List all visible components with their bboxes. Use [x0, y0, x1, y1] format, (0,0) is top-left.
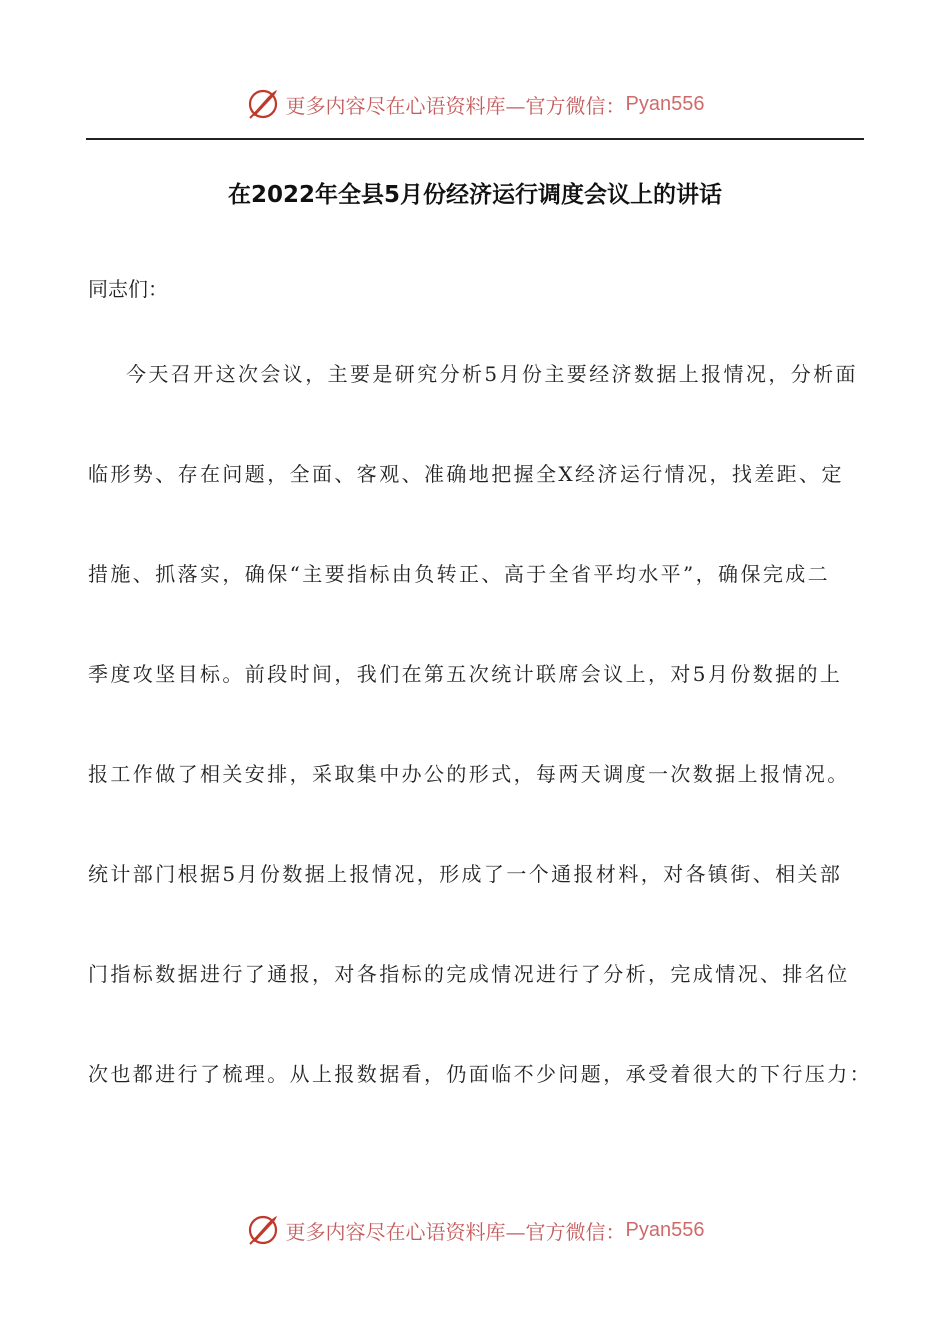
body-line: 统计部门根据5月份数据上报情况，形成了一个通报材料，对各镇街、相关部 — [88, 862, 843, 886]
document-body — [88, 358, 872, 1158]
body-line: 次也都进行了梳理。从上报数据看，仍面临不少问题，承受着很大的下行压力： — [88, 1062, 872, 1086]
header-banner — [0, 84, 950, 124]
salutation: 同志们： — [88, 277, 168, 301]
footer-banner — [0, 1210, 950, 1250]
body-line: 临形势、存在问题，全面、客观、准确地把握全X经济运行情况，找差距、定 — [88, 462, 844, 486]
banner-text: 更多内容尽在心语资料库—官方微信： — [285, 1219, 626, 1244]
quill-logo-icon — [246, 87, 280, 121]
banner-text: 更多内容尽在心语资料库—官方微信： — [285, 93, 626, 118]
body-line: 门指标数据进行了通报，对各指标的完成情况进行了分析，完成情况、排名位 — [88, 962, 850, 986]
quill-logo-icon — [246, 1213, 280, 1247]
banner-wechat-id: Pyan556 — [625, 92, 705, 115]
header-divider — [86, 138, 864, 140]
body-line: 季度攻坚目标。前段时间，我们在第五次统计联席会议上，对5月份数据的上 — [88, 662, 843, 686]
body-line: 今天召开这次会议，主要是研究分析5月份主要经济数据上报情况，分析面 — [126, 362, 858, 386]
banner-wechat-id: Pyan556 — [625, 1218, 705, 1241]
body-line: 措施、抓落实，确保“主要指标由负转正、高于全省平均水平”，确保完成二 — [88, 562, 831, 586]
document-title: 在2022年全县5月份经济运行调度会议上的讲话 — [227, 182, 723, 208]
body-line: 报工作做了相关安排，采取集中办公的形式，每两天调度一次数据上报情况。 — [88, 762, 850, 786]
